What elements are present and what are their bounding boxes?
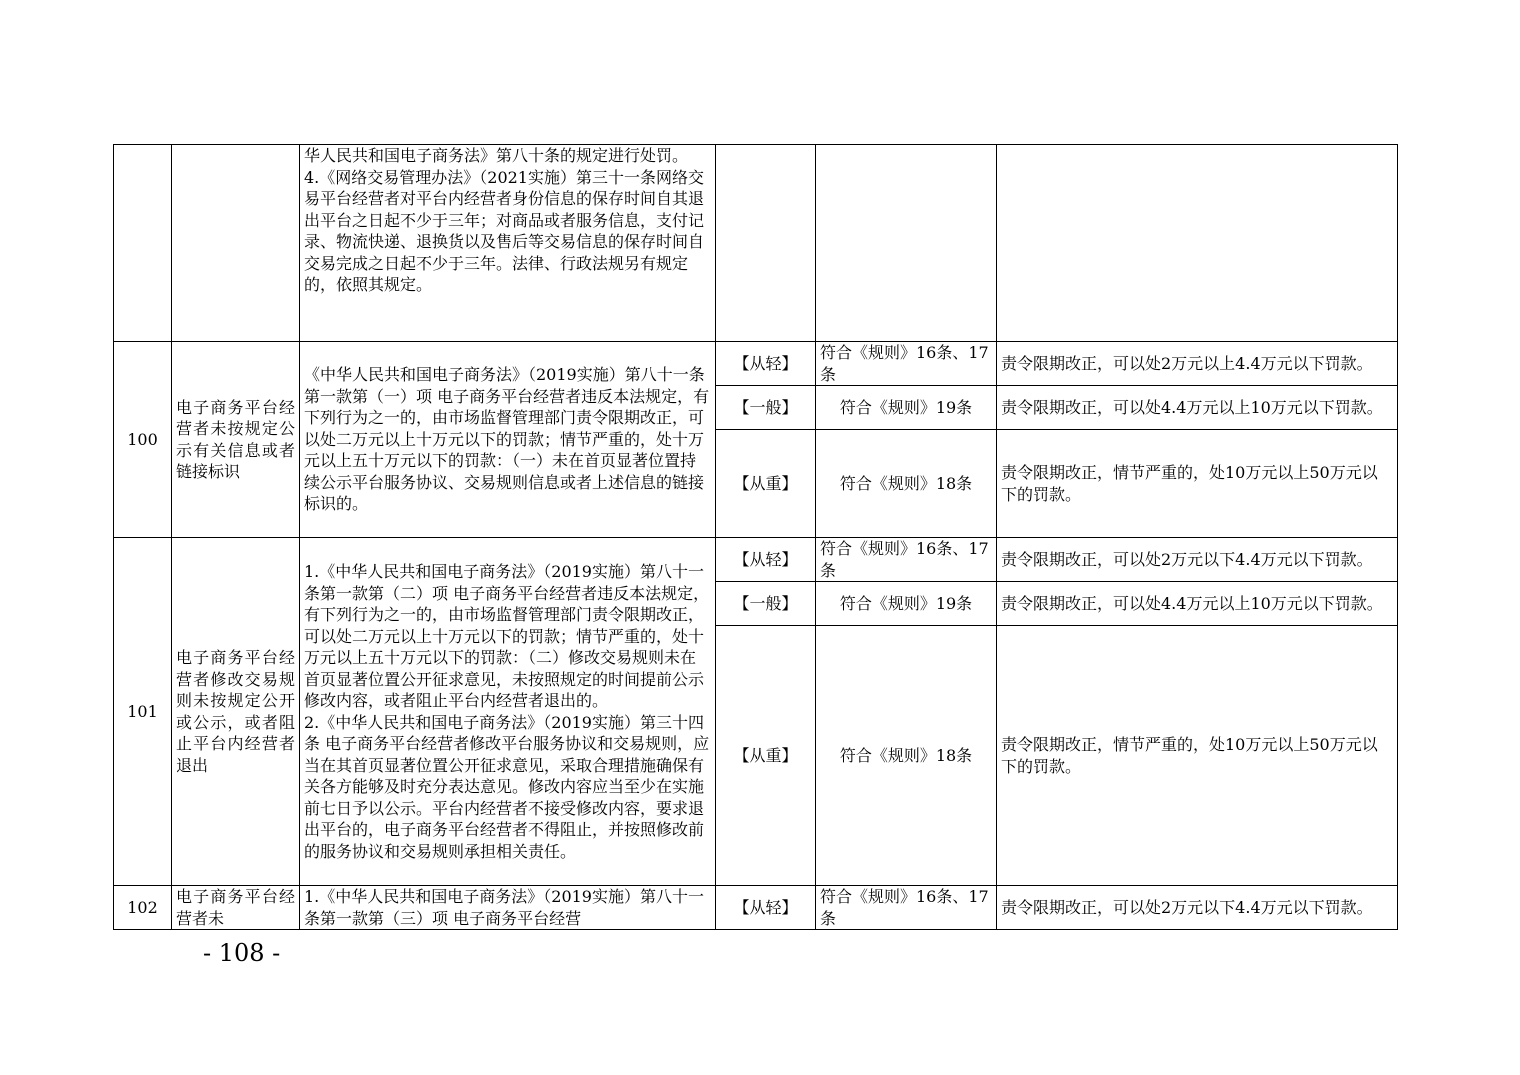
- applicable-condition-cell: 符合《规则》16条、17条: [816, 538, 997, 582]
- table-row-102: [114, 886, 1398, 930]
- penalty-standards-table: [113, 144, 1398, 930]
- table-row-101: [114, 538, 1398, 582]
- applicable-condition-cell: 符合《规则》18条: [816, 626, 997, 886]
- penalty-standard-cell: 责令限期改正，可以处4.4万元以上10万元以下罚款。: [997, 582, 1398, 626]
- penalty-level-cell: 【一般】: [716, 386, 816, 430]
- legal-basis-cell: 华人民共和国电子商务法》第八十条的规定进行处罚。 4.《网络交易管理办法》（2021实施）第三十一条网络交易平台经营者对平台内经营者身份信息的保存时间自其退出平台之日起不少于三年；对商品或者服务信息，支付记录、物流快递、退换货以及售后等交易信息的保存时间自交易完成之日起不少于三年。法律、行政法规另有规定的，依照其规定。: [300, 145, 716, 342]
- penalty-level-cell: 【从重】: [716, 626, 816, 886]
- penalty-standard-cell: 责令限期改正，情节严重的，处10万元以上50万元以下的罚款。: [997, 626, 1398, 886]
- penalty-standard-cell: 责令限期改正，可以处2万元以上4.4万元以下罚款。: [997, 342, 1398, 386]
- violation-name-cell: 电子商务平台经营者未: [172, 886, 300, 930]
- item-number-cell: 100: [114, 342, 172, 538]
- page-number: - 108 -: [203, 939, 281, 967]
- legal-basis-cell: 1.《中华人民共和国电子商务法》（2019实施）第八十一条第一款第（三）项 电子商务平台经营: [300, 886, 716, 930]
- penalty-standard-cell: 责令限期改正，情节严重的，处10万元以上50万元以下的罚款。: [997, 430, 1398, 538]
- penalty-level-cell: 【从轻】: [716, 538, 816, 582]
- penalty-level-cell: 【一般】: [716, 582, 816, 626]
- penalty-standard-cell: 责令限期改正，可以处2万元以下4.4万元以下罚款。: [997, 886, 1398, 930]
- item-number-cell: [114, 145, 172, 342]
- item-number-cell: 102: [114, 886, 172, 930]
- penalty-level-cell: 【从重】: [716, 430, 816, 538]
- penalty-level-cell: 【从轻】: [716, 342, 816, 386]
- penalty-level-cell: 【从轻】: [716, 886, 816, 930]
- applicable-condition-cell: 符合《规则》16条、17条: [816, 886, 997, 930]
- table-row-continuation: [114, 145, 1398, 342]
- applicable-condition-cell: 符合《规则》18条: [816, 430, 997, 538]
- applicable-condition-cell: 符合《规则》19条: [816, 582, 997, 626]
- violation-name-cell: [172, 145, 300, 342]
- violation-name-cell: 电子商务平台经营者修改交易规则未按规定公开或公示，或者阻止平台内经营者退出: [172, 538, 300, 886]
- penalty-standard-cell: [997, 145, 1398, 342]
- legal-basis-cell: 《中华人民共和国电子商务法》（2019实施）第八十一条第一款第（一）项 电子商务平台经营者违反本法规定，有下列行为之一的，由市场监督管理部门责令限期改正，可以处二万元以上十万元以下的罚款；情节严重的，处十万元以上五十万元以下的罚款：（一）未在首页显著位置持续公示平台服务协议、交易规则信息或者上述信息的链接标识的。: [300, 342, 716, 538]
- applicable-condition-cell: [816, 145, 997, 342]
- penalty-standard-cell: 责令限期改正，可以处4.4万元以上10万元以下罚款。: [997, 386, 1398, 430]
- applicable-condition-cell: 符合《规则》19条: [816, 386, 997, 430]
- table-row-100: [114, 342, 1398, 386]
- item-number-cell: 101: [114, 538, 172, 886]
- legal-basis-cell: 1.《中华人民共和国电子商务法》（2019实施）第八十一条第一款第（二）项 电子商务平台经营者违反本法规定，有下列行为之一的，由市场监督管理部门责令限期改正，可以处二万元以上十万元以下的罚款；情节严重的，处十万元以上五十万元以下的罚款：（二）修改交易规则未在首页显著位置公开征求意见，未按照规定的时间提前公示修改内容，或者阻止平台内经营者退出的。 2.《中华人民共和国电子商务法》（2019实施）第三十四条 电子商务平台经营者修改平台服务协议和交易规则，应当在其首页显著位置公开征求意见，采取合理措施确保有关各方能够及时充分表达意见。修改内容应当至少在实施前七日予以公示。平台内经营者不接受修改内容，要求退出平台的，电子商务平台经营者不得阻止，并按照修改前的服务协议和交易规则承担相关责任。: [300, 538, 716, 886]
- violation-name-cell: 电子商务平台经营者未按规定公示有关信息或者链接标识: [172, 342, 300, 538]
- applicable-condition-cell: 符合《规则》16条、17条: [816, 342, 997, 386]
- penalty-level-cell: [716, 145, 816, 342]
- penalty-standard-cell: 责令限期改正，可以处2万元以下4.4万元以下罚款。: [997, 538, 1398, 582]
